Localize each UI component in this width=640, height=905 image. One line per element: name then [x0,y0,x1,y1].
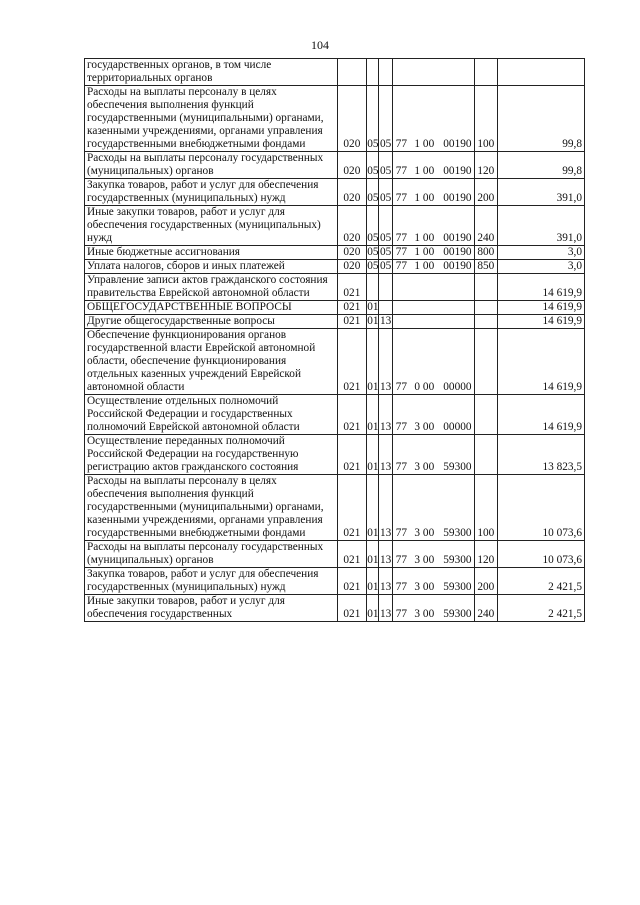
table-row [85,315,585,329]
row-section-code: 01 [367,475,379,541]
row-subsection-code: 13 [379,395,392,435]
row-subsection-code [379,59,392,86]
row-glv-code: 021 [337,435,367,475]
row-name: государственных органов, в том числе территориальных органов [85,59,338,86]
target-article-parts [393,461,474,474]
row-glv-code: 021 [337,329,367,395]
row-subsection-code [379,301,392,315]
target-article-part: 77 [395,461,408,473]
target-article-part: 77 [395,260,408,272]
row-subsection-code: 05 [379,206,392,246]
row-amount: 14 619,9 [498,329,585,395]
row-name: ОБЩЕГОСУДАРСТВЕННЫЕ ВОПРОСЫ [85,301,338,315]
row-target-article-code [392,329,474,395]
target-article-part: 00190 [443,232,472,244]
row-glv-code: 021 [337,395,367,435]
target-article-parts [393,246,474,259]
row-glv-code: 020 [337,260,367,274]
table-row [85,59,585,86]
table-row [85,475,585,541]
row-expense-type-code [474,395,498,435]
target-article-part: 77 [395,165,408,177]
page-number: 104 [311,38,329,52]
target-article-part: 00190 [443,246,472,258]
row-section-code: 01 [367,395,379,435]
row-section-code: 01 [367,301,379,313]
target-article-part: 1 [414,260,420,272]
target-article-part: 77 [395,381,408,393]
row-expense-type-code: 240 [474,206,498,246]
row-target-article-code [392,301,474,315]
target-article-part: 00190 [443,192,472,204]
row-expense-type-code [474,301,498,315]
target-article-part: 00190 [443,260,472,272]
table-row [85,260,585,274]
row-subsection-code: 13 [379,315,392,327]
target-article-part: 00 [422,381,435,393]
target-article-part: 00190 [443,165,472,177]
row-amount: 99,8 [498,152,585,179]
row-name: Иные бюджетные ассигнования [85,246,338,260]
target-article-part: 00 [422,421,435,433]
row-amount: 3,0 [498,260,585,274]
target-article-part: 3 [414,608,420,620]
target-article-parts [393,608,474,621]
target-article-part: 77 [395,554,408,566]
target-article-part: 00 [422,461,435,473]
row-amount: 14 619,9 [498,395,585,435]
row-target-article-code [392,206,474,246]
target-article-part: 00000 [443,381,472,393]
target-article-part: 1 [414,232,420,244]
target-article-part: 00 [422,260,435,272]
target-article-part: 77 [395,192,408,204]
row-name: Расходы на выплаты персоналу в целях обеспечения выполнения функций государственными (муниципальными) органами, казенными учреждениями, органами управления государственными внебюджетными фондами [85,475,338,541]
table-row [85,329,585,395]
target-article-part: 1 [414,138,420,150]
row-amount: 14 619,9 [498,301,585,315]
row-section-code [367,274,379,301]
table-row [85,274,585,301]
row-target-article-code [392,568,474,595]
row-subsection-code: 13 [379,541,392,568]
row-section-code: 05 [367,246,379,258]
row-name: Расходы на выплаты персоналу государственных (муниципальных) органов [85,152,338,179]
target-article-part: 1 [414,192,420,204]
target-article-part: 00000 [443,421,472,433]
target-article-part: 3 [414,527,420,539]
target-article-part: 59300 [443,608,472,620]
target-article-part: 3 [414,581,420,593]
row-amount: 14 619,9 [498,315,585,329]
row-target-article-code [392,179,474,206]
target-article-part: 00190 [443,138,472,150]
row-glv-code: 021 [337,315,367,329]
table-row [85,301,585,315]
row-expense-type-code: 850 [474,260,498,274]
target-article-parts [393,527,474,540]
row-name: Осуществление отдельных полномочий Российской Федерации и государственных полномочий Еврейской автономной области [85,395,338,435]
row-expense-type-code [474,59,498,86]
row-target-article-code [392,274,474,301]
row-target-article-code [392,595,474,622]
row-glv-code: 020 [337,206,367,246]
table-row [85,395,585,435]
row-section-code: 05 [367,206,379,246]
row-amount [498,59,585,86]
row-subsection-code: 13 [379,568,392,595]
row-expense-type-code [474,329,498,395]
row-amount: 10 073,6 [498,475,585,541]
table-row [85,568,585,595]
row-glv-code: 021 [337,274,367,301]
target-article-part: 00 [422,581,435,593]
row-amount: 10 073,6 [498,541,585,568]
row-glv-code: 021 [337,301,367,315]
row-glv-code: 021 [337,595,367,622]
row-name: Расходы на выплаты персоналу в целях обеспечения выполнения функций государственными (муниципальными) органами, казенными учреждениями, органами управления государственными внебюджетными фондами [85,86,338,152]
row-expense-type-code: 240 [474,595,498,622]
table-row [85,541,585,568]
target-article-part: 1 [414,165,420,177]
row-amount: 391,0 [498,206,585,246]
budget-table-body [85,59,585,622]
row-name: Уплата налогов, сборов и иных платежей [85,260,338,274]
table-row [85,152,585,179]
row-name: Управление записи актов гражданского состояния правительства Еврейской автономной области [85,274,338,301]
target-article-parts [393,232,474,245]
target-article-parts [393,260,474,273]
row-expense-type-code: 200 [474,179,498,206]
target-article-part: 00 [422,527,435,539]
target-article-parts [393,165,474,178]
row-section-code: 01 [367,329,379,395]
row-amount: 2 421,5 [498,595,585,622]
row-name: Иные закупки товаров, работ и услуг для обеспечения государственных [85,595,338,622]
target-article-parts [393,581,474,594]
row-name: Обеспечение функционирования органов государственной власти Еврейской автономной области, обеспечение функционирования отдельных казенных учреждений Еврейской автономной области [85,329,338,395]
target-article-part: 00 [422,232,435,244]
target-article-parts [393,138,474,151]
row-glv-code [337,59,367,86]
row-amount: 14 619,9 [498,274,585,301]
row-glv-code: 020 [337,152,367,179]
target-article-part: 59300 [443,461,472,473]
target-article-parts [393,421,474,434]
row-section-code: 01 [367,568,379,595]
target-article-part: 00 [422,192,435,204]
row-target-article-code [392,541,474,568]
row-target-article-code [392,152,474,179]
row-name: Расходы на выплаты персоналу государственных (муниципальных) органов [85,541,338,568]
target-article-part: 3 [414,461,420,473]
row-target-article-code [392,315,474,329]
table-row [85,206,585,246]
target-article-part: 1 [414,246,420,258]
row-subsection-code: 05 [379,179,392,206]
target-article-part: 0 [414,381,420,393]
row-section-code: 05 [367,260,379,272]
target-article-part: 77 [395,527,408,539]
row-name: Иные закупки товаров, работ и услуг для обеспечения государственных (муниципальных) нужд [85,206,338,246]
target-article-part: 59300 [443,554,472,566]
row-subsection-code: 05 [379,260,392,272]
table-row [85,86,585,152]
row-section-code: 05 [367,179,379,206]
row-subsection-code [379,274,392,301]
row-section-code: 01 [367,595,379,622]
row-glv-code: 020 [337,246,367,260]
row-subsection-code: 05 [379,246,392,258]
table-row [85,595,585,622]
row-expense-type-code: 100 [474,86,498,152]
row-target-article-code [392,435,474,475]
target-article-part: 00 [422,246,435,258]
target-article-part: 00 [422,608,435,620]
row-target-article-code [392,246,474,260]
row-subsection-code: 13 [379,595,392,622]
target-article-parts [393,554,474,567]
row-amount: 3,0 [498,246,585,260]
row-subsection-code: 13 [379,329,392,395]
row-amount: 2 421,5 [498,568,585,595]
row-subsection-code: 05 [379,152,392,179]
target-article-part: 00 [422,554,435,566]
row-section-code: 05 [367,86,379,152]
target-article-part: 77 [395,246,408,258]
row-expense-type-code: 120 [474,541,498,568]
row-subsection-code: 05 [379,86,392,152]
target-article-part: 77 [395,608,408,620]
row-expense-type-code [474,315,498,329]
target-article-part: 77 [395,138,408,150]
target-article-part: 77 [395,581,408,593]
row-section-code: 01 [367,541,379,568]
row-section-code: 05 [367,152,379,179]
row-expense-type-code: 800 [474,246,498,260]
row-section-code: 01 [367,315,379,327]
target-article-part: 77 [395,232,408,244]
row-glv-code: 020 [337,179,367,206]
table-row [85,246,585,260]
row-subsection-code: 13 [379,475,392,541]
target-article-part: 77 [395,421,408,433]
row-target-article-code [392,475,474,541]
row-glv-code: 021 [337,568,367,595]
row-subsection-code: 13 [379,435,392,475]
budget-table [84,58,585,622]
target-article-part: 00 [422,165,435,177]
row-expense-type-code [474,274,498,301]
target-article-part: 3 [414,554,420,566]
row-expense-type-code: 200 [474,568,498,595]
row-name: Другие общегосударственные вопросы [85,315,338,329]
target-article-part: 59300 [443,581,472,593]
table-row [85,179,585,206]
row-name: Закупка товаров, работ и услуг для обеспечения государственных (муниципальных) нужд [85,179,338,206]
row-name: Осуществление переданных полномочий Российской Федерации на государственную регистрацию актов гражданского состояния [85,435,338,475]
table-row [85,435,585,475]
target-article-part: 00 [422,138,435,150]
row-section-code: 01 [367,435,379,475]
row-target-article-code [392,59,474,86]
row-amount: 391,0 [498,179,585,206]
row-amount: 13 823,5 [498,435,585,475]
row-section-code [367,59,379,86]
row-name: Закупка товаров, работ и услуг для обеспечения государственных (муниципальных) нужд [85,568,338,595]
target-article-parts [393,381,474,394]
target-article-parts [393,192,474,205]
row-glv-code: 021 [337,541,367,568]
row-target-article-code [392,86,474,152]
row-expense-type-code: 120 [474,152,498,179]
row-target-article-code [392,260,474,274]
target-article-part: 59300 [443,527,472,539]
row-amount: 99,8 [498,86,585,152]
row-glv-code: 021 [337,475,367,541]
row-target-article-code [392,395,474,435]
target-article-part: 3 [414,421,420,433]
row-expense-type-code [474,435,498,475]
row-glv-code: 020 [337,86,367,152]
row-expense-type-code: 100 [474,475,498,541]
